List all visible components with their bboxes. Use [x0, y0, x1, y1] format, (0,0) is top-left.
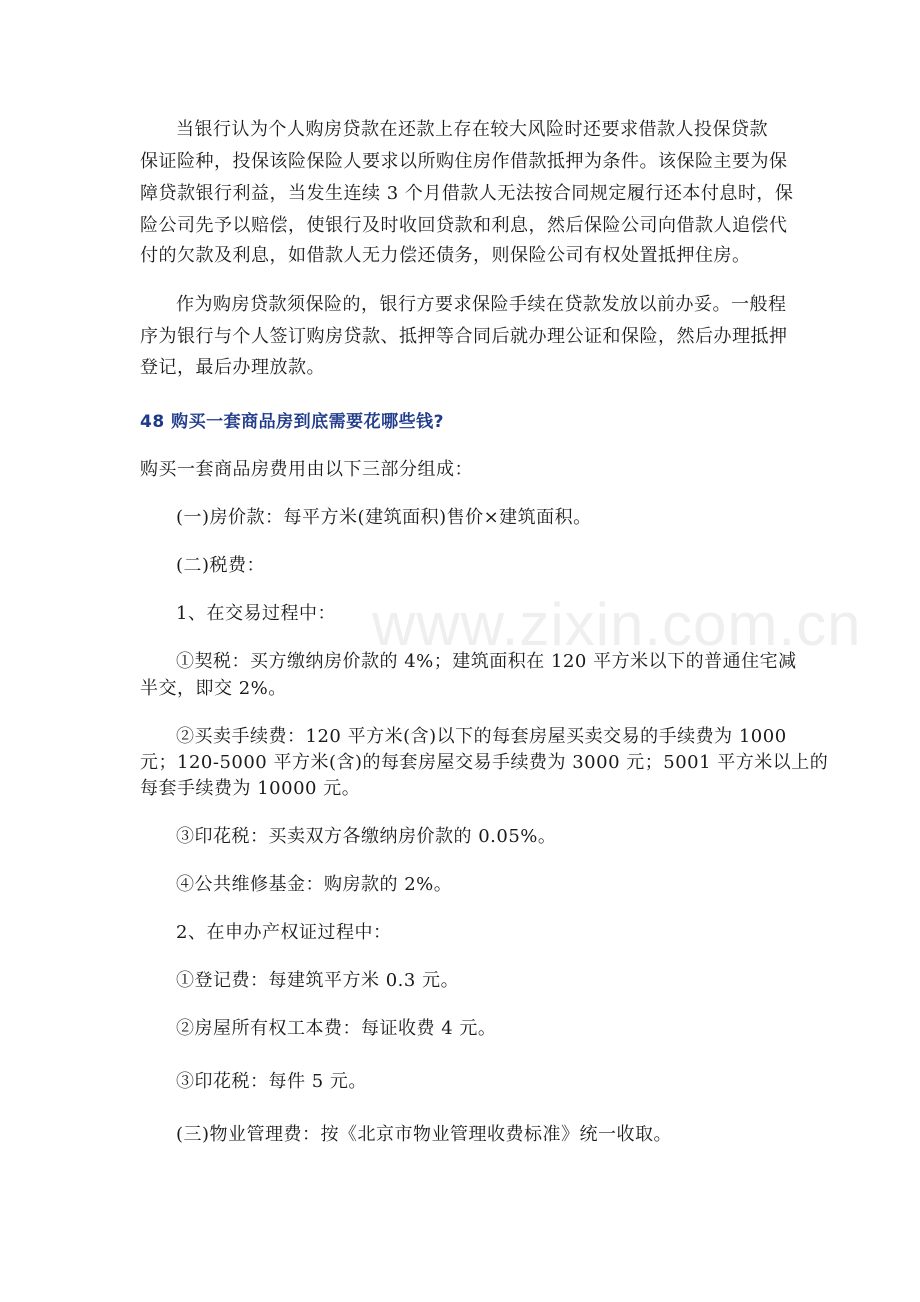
paragraph-1-line-2: 保证险种，投保该险保险人要求以所购住房作借款抵押为条件。该保险主要为保 — [140, 151, 788, 172]
trade-process-heading: 1、在交易过程中： — [176, 603, 336, 624]
section-heading: 48 购买一套商品房到底需要花哪些钱? — [140, 412, 444, 432]
deed-tax-line-1: ①契税：买方缴纳房价款的 4%；建筑面积在 120 平方米以下的普通住宅减 — [176, 651, 797, 672]
paragraph-2-line-1: 作为购房贷款须保险的，银行方要求保险手续在贷款发放以前办妥。一般程 — [176, 294, 787, 315]
paragraph-1-line-4: 险公司先予以赔偿，使银行及时收回贷款和利息，然后保险公司向借款人追偿代 — [140, 215, 788, 236]
paragraph-2-line-3: 登记，最后办理放款。 — [140, 357, 325, 378]
registration-fee: ①登记费：每建筑平方米 0.3 元。 — [176, 970, 460, 991]
paragraph-1-line-5: 付的欠款及利息，如借款人无力偿还债务，则保险公司有权处置抵押住房。 — [140, 245, 751, 266]
tax-item: (二)税费： — [176, 555, 266, 576]
intro-text: 购买一套商品房费用由以下三部分组成： — [140, 459, 473, 480]
watermark: www.zixin.com.cn — [372, 591, 862, 658]
ownership-fee: ②房屋所有权工本费：每证收费 4 元。 — [176, 1018, 497, 1039]
trade-fee-line-1: ②买卖手续费：120 平方米(含)以下的每套房屋买卖交易的手续费为 1000 — [176, 726, 787, 747]
price-item: (一)房价款：每平方米(建筑面积)售价×建筑面积。 — [176, 507, 592, 528]
paragraph-2-line-2: 序为银行与个人签订购房贷款、抵押等合同后就办理公证和保险，然后办理抵押 — [140, 326, 788, 347]
trade-fee-line-2: 元；120-5000 平方米(含)的每套房屋交易手续费为 3000 元；5001 平方米以上的 — [140, 752, 829, 773]
stamp-tax-cert: ③印花税：每件 5 元。 — [176, 1071, 367, 1092]
cert-process-heading: 2、在申办产权证过程中： — [176, 922, 392, 943]
paragraph-1-line-1: 当银行认为个人购房贷款在还款上存在较大风险时还要求借款人投保贷款 — [176, 119, 768, 140]
property-fee: (三)物业管理费：按《北京市物业管理收费标准》统一收取。 — [176, 1124, 673, 1145]
deed-tax-line-2: 半交，即交 2%。 — [140, 678, 287, 699]
stamp-tax-trade: ③印花税：买卖双方各缴纳房价款的 0.05%。 — [176, 826, 557, 847]
paragraph-1-line-3: 障贷款银行利益，当发生连续 3 个月借款人无法按合同规定履行还本付息时，保 — [140, 183, 794, 204]
trade-fee-line-3: 每套手续费为 10000 元。 — [140, 778, 361, 799]
maintenance-fund: ④公共维修基金：购房款的 2%。 — [176, 874, 453, 895]
